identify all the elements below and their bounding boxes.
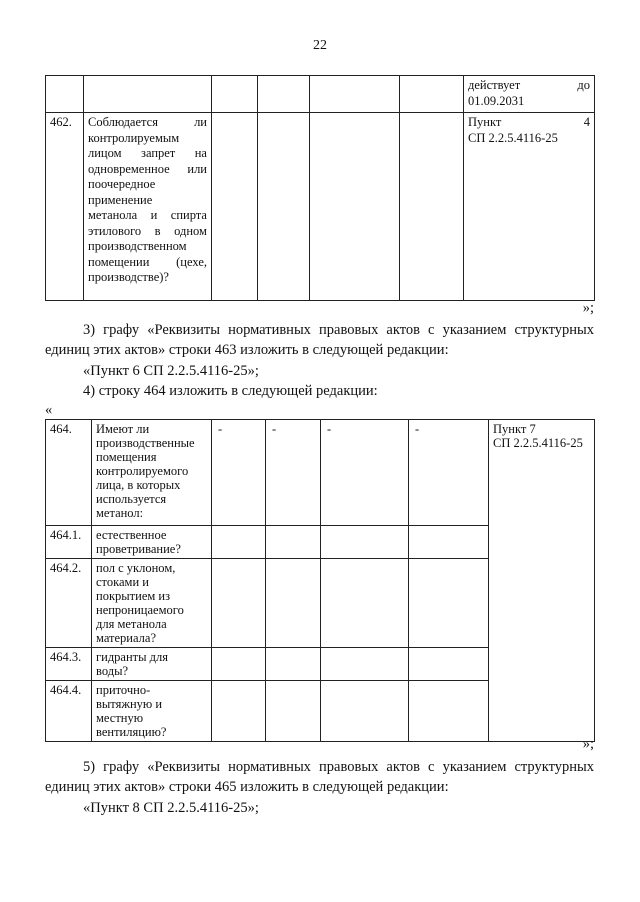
text: 4 — [583, 115, 590, 129]
row-number: 464. — [46, 420, 92, 526]
question-word: контролируемым — [88, 130, 180, 145]
table-cell — [212, 113, 258, 301]
question-line — [88, 208, 207, 224]
table-cell — [266, 681, 321, 742]
question-line: приточно- — [96, 683, 151, 697]
question-line — [88, 255, 207, 271]
question-line — [88, 115, 207, 131]
question-word: Соблюдается — [88, 115, 158, 129]
paragraph-3-line-1: 3) графу «Реквизиты нормативных правовых актов с указанием структурных — [83, 322, 594, 338]
table-cell — [321, 526, 409, 559]
requisites-line — [468, 115, 590, 131]
question-word: поочередное — [88, 177, 156, 191]
row-number: 462. — [46, 113, 84, 301]
row-number: 464.3. — [46, 648, 92, 681]
question-line: материала? — [96, 631, 156, 645]
table-cell — [84, 76, 212, 113]
question-word: применение — [88, 192, 153, 207]
opening-quote: « — [45, 402, 53, 418]
question-word: одновременное — [88, 161, 170, 176]
table-cell — [258, 113, 310, 301]
question-line: покрытием из — [96, 589, 171, 603]
question-word: запрет — [141, 146, 176, 160]
question-line — [88, 239, 207, 255]
question-line — [88, 270, 207, 286]
table-cell — [258, 76, 310, 113]
question-cell — [92, 648, 212, 681]
table-cell — [266, 526, 321, 559]
question-line: пол с уклоном, — [96, 561, 176, 575]
paragraph-5-quote: «Пункт 8 СП 2.2.5.4116-25»; — [83, 800, 259, 816]
requisites-cell — [464, 76, 595, 113]
row-number: 464.1. — [46, 526, 92, 559]
question-line: местную — [96, 711, 144, 725]
question-word: этилового — [88, 223, 142, 238]
table-cell — [212, 76, 258, 113]
table-cell — [310, 76, 400, 113]
table-cell — [409, 681, 489, 742]
question-word: одном — [174, 223, 207, 238]
paragraph-3-line-2: единиц этих актов» строки 463 изложить в следующей редакции: — [45, 342, 449, 358]
question-word: на — [194, 146, 207, 160]
question-line — [88, 162, 207, 178]
text: до — [577, 78, 590, 92]
page-number: 22 — [313, 38, 327, 53]
question-line: используется — [96, 492, 167, 506]
question-line: непроницаемого — [96, 603, 184, 617]
question-cell — [92, 526, 212, 559]
question-line: лица, в которых — [96, 478, 181, 492]
table-cell — [321, 681, 409, 742]
question-word: метанола — [88, 208, 138, 222]
table-cell — [409, 648, 489, 681]
dash-cell: - — [212, 420, 266, 526]
question-word: и — [150, 208, 158, 222]
question-line: стоками и — [96, 575, 149, 589]
table-row — [46, 113, 595, 301]
question-word: (цехе, — [176, 254, 207, 269]
question-cell — [92, 420, 212, 526]
row-number: 464.2. — [46, 559, 92, 648]
question-line: воды? — [96, 664, 129, 678]
question-cell — [92, 681, 212, 742]
question-word: помещении — [88, 254, 150, 269]
table-cell — [266, 648, 321, 681]
question-word: в — [154, 223, 161, 238]
table-cell — [212, 526, 266, 559]
question-cell — [84, 113, 212, 301]
question-line: контролируемого — [96, 464, 189, 478]
question-word: лицом — [88, 146, 122, 160]
question-word: или — [187, 161, 207, 176]
table-row-462 — [45, 75, 595, 301]
question-line — [88, 193, 207, 209]
question-line: для метанола — [96, 617, 167, 631]
question-line: гидранты для — [96, 650, 168, 664]
requisites-text: СП 2.2.5.4116-25 — [493, 436, 583, 450]
table-cell — [310, 113, 400, 301]
table-row — [46, 76, 595, 113]
question-line: помещения — [96, 450, 157, 464]
paragraph-4: 4) строку 464 изложить в следующей редакции: — [83, 383, 378, 399]
requisites-cell — [464, 113, 595, 301]
table-cell — [400, 113, 464, 301]
question-line — [88, 146, 207, 162]
requisites-text: Пункт 7 — [493, 422, 536, 436]
requisites-line — [468, 78, 590, 94]
paragraph-5-line-2: единиц этих актов» строки 465 изложить в следующей редакции: — [45, 779, 449, 795]
question-line — [88, 131, 207, 147]
table-row-464 — [45, 419, 595, 742]
table-cell — [321, 559, 409, 648]
table-cell — [266, 559, 321, 648]
table-row — [46, 420, 595, 526]
table-cell — [400, 76, 464, 113]
question-line: проветривание? — [96, 542, 181, 556]
table-cell — [212, 559, 266, 648]
question-line: естественное — [96, 528, 167, 542]
row-number: 464.4. — [46, 681, 92, 742]
text: действует — [468, 78, 521, 92]
closing-quote: »; — [582, 736, 594, 752]
table-cell — [409, 526, 489, 559]
question-word: производственном — [88, 239, 187, 253]
table-cell — [212, 648, 266, 681]
dash-cell: - — [321, 420, 409, 526]
question-line: вытяжную и — [96, 697, 163, 711]
question-word: производстве)? — [88, 270, 169, 284]
dash-cell: - — [409, 420, 489, 526]
requisites-cell — [489, 420, 595, 742]
question-line: Имеют ли — [96, 422, 150, 436]
dash-cell: - — [266, 420, 321, 526]
question-cell — [92, 559, 212, 648]
question-line: вентиляцию? — [96, 725, 167, 739]
closing-quote: »; — [582, 300, 594, 316]
question-line — [88, 224, 207, 240]
table-cell — [46, 76, 84, 113]
question-line: производственные — [96, 436, 195, 450]
question-word: спирта — [170, 208, 207, 222]
question-word: ли — [194, 115, 207, 129]
question-line: метанол: — [96, 506, 144, 520]
requisites-text: СП 2.2.5.4116-25 — [468, 130, 558, 145]
paragraph-5-line-1: 5) графу «Реквизиты нормативных правовых актов с указанием структурных — [83, 759, 594, 775]
question-line — [88, 177, 207, 193]
requisites-date: 01.09.2031 — [468, 93, 525, 108]
table-cell — [321, 648, 409, 681]
paragraph-3-quote: «Пункт 6 СП 2.2.5.4116-25»; — [83, 363, 259, 379]
text: Пункт — [468, 115, 502, 129]
table-cell — [409, 559, 489, 648]
table-cell — [212, 681, 266, 742]
